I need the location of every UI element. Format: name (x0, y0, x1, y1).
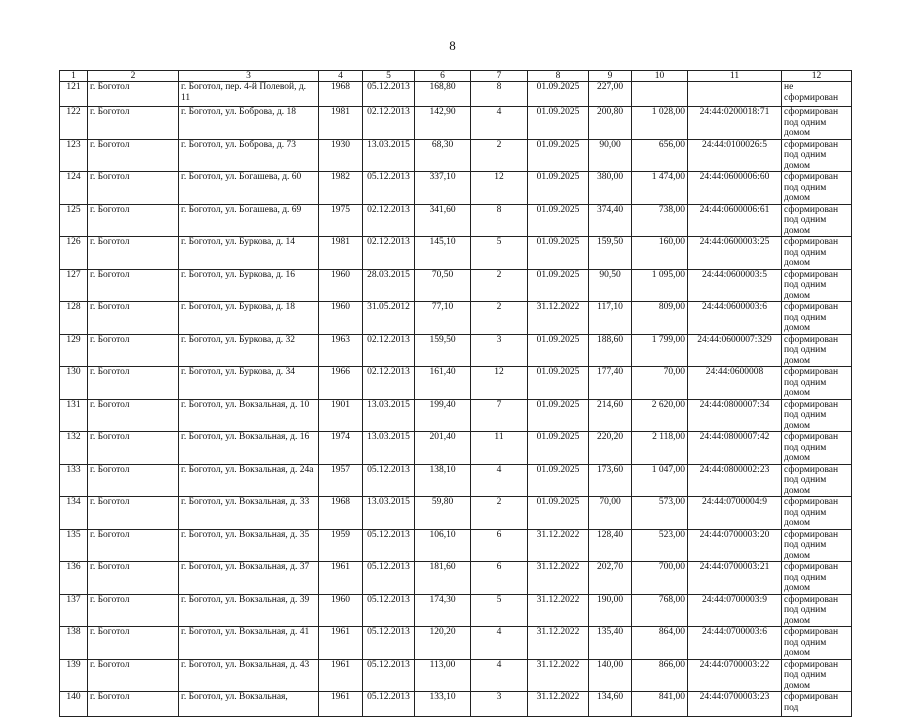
area-cell: 181,60 (415, 562, 471, 595)
date-cell: 02.12.2013 (363, 334, 415, 367)
settlement-cell: г. Боготол (88, 204, 179, 237)
table-row (60, 399, 852, 432)
page-number: 8 (449, 38, 456, 53)
land-status-cell: сформирован под одним домом (782, 334, 852, 367)
deadline-date-cell: 01.09.2025 (528, 432, 589, 465)
count-cell: 3 (471, 334, 528, 367)
area-cell: 142,90 (415, 107, 471, 140)
deadline-date-cell: 01.09.2025 (528, 82, 589, 107)
cadastral-number-cell (688, 82, 782, 107)
settlement-cell: г. Боготол (88, 529, 179, 562)
address-cell: г. Боготол, ул. Буркова, д. 18 (179, 302, 319, 335)
count-cell: 12 (471, 172, 528, 205)
year-built-cell: 1981 (319, 107, 363, 140)
year-built-cell: 1957 (319, 464, 363, 497)
count-cell: 7 (471, 399, 528, 432)
table-row (60, 497, 852, 530)
land-status-cell: сформирован под одним домом (782, 269, 852, 302)
settlement-cell: г. Боготол (88, 139, 179, 172)
count-cell: 4 (471, 464, 528, 497)
date-cell: 31.05.2012 (363, 302, 415, 335)
table-row (60, 562, 852, 595)
table-row (60, 302, 852, 335)
table-row (60, 172, 852, 205)
land-area-cell: 1 028,00 (632, 107, 688, 140)
address-cell: г. Боготол, ул. Буркова, д. 14 (179, 237, 319, 270)
count-cell: 4 (471, 659, 528, 692)
year-built-cell: 1966 (319, 367, 363, 400)
count-cell: 8 (471, 82, 528, 107)
settlement-cell: г. Боготол (88, 659, 179, 692)
date-cell: 05.12.2013 (363, 82, 415, 107)
land-status-cell: сформирован под одним домом (782, 237, 852, 270)
area-cell: 113,00 (415, 659, 471, 692)
year-built-cell: 1974 (319, 432, 363, 465)
column-header: 10 (632, 71, 688, 82)
address-cell: г. Боготол, ул. Вокзальная, д. 37 (179, 562, 319, 595)
address-cell: г. Боготол, ул. Вокзальная, д. 10 (179, 399, 319, 432)
deadline-date-cell: 31.12.2022 (528, 302, 589, 335)
date-cell: 05.12.2013 (363, 594, 415, 627)
area-total-cell: 117,10 (589, 302, 632, 335)
area-total-cell: 374,40 (589, 204, 632, 237)
count-cell: 6 (471, 529, 528, 562)
cadastral-number-cell: 24:44:0700003:22 (688, 659, 782, 692)
year-built-cell: 1961 (319, 562, 363, 595)
cadastral-number-cell: 24:44:0600006:61 (688, 204, 782, 237)
cadastral-number-cell: 24:44:0600003:25 (688, 237, 782, 270)
land-area-cell: 864,00 (632, 627, 688, 660)
land-area-cell: 573,00 (632, 497, 688, 530)
row-number-cell: 133 (60, 464, 88, 497)
count-cell: 2 (471, 302, 528, 335)
row-number-cell: 124 (60, 172, 88, 205)
address-cell: г. Боготол, ул. Богашева, д. 60 (179, 172, 319, 205)
year-built-cell: 1959 (319, 529, 363, 562)
settlement-cell: г. Боготол (88, 367, 179, 400)
land-status-cell: сформирован под одним домом (782, 627, 852, 660)
area-total-cell: 227,00 (589, 82, 632, 107)
land-status-cell: сформирован под одним домом (782, 399, 852, 432)
column-header: 4 (319, 71, 363, 82)
settlement-cell: г. Боготол (88, 464, 179, 497)
row-number-cell: 136 (60, 562, 88, 595)
cadastral-number-cell: 24:44:0600003:5 (688, 269, 782, 302)
year-built-cell: 1961 (319, 627, 363, 660)
cadastral-number-cell: 24:44:0700003:9 (688, 594, 782, 627)
date-cell: 05.12.2013 (363, 562, 415, 595)
count-cell: 8 (471, 204, 528, 237)
area-total-cell: 188,60 (589, 334, 632, 367)
table-row (60, 139, 852, 172)
address-cell: г. Боготол, ул. Вокзальная, д. 35 (179, 529, 319, 562)
settlement-cell: г. Боготол (88, 432, 179, 465)
count-cell: 4 (471, 627, 528, 660)
area-total-cell: 220,20 (589, 432, 632, 465)
area-total-cell: 90,50 (589, 269, 632, 302)
date-cell: 02.12.2013 (363, 204, 415, 237)
area-total-cell: 70,00 (589, 497, 632, 530)
deadline-date-cell: 31.12.2022 (528, 659, 589, 692)
year-built-cell: 1981 (319, 237, 363, 270)
land-status-cell: сформирован под одним домом (782, 594, 852, 627)
table-row (60, 107, 852, 140)
cadastral-number-cell: 24:44:0600006:60 (688, 172, 782, 205)
table-row (60, 237, 852, 270)
settlement-cell: г. Боготол (88, 497, 179, 530)
year-built-cell: 1961 (319, 659, 363, 692)
address-cell: г. Боготол, ул. Богашева, д. 69 (179, 204, 319, 237)
date-cell: 05.12.2013 (363, 464, 415, 497)
table-row (60, 204, 852, 237)
count-cell: 2 (471, 497, 528, 530)
land-status-cell: сформирован под одним домом (782, 107, 852, 140)
count-cell: 3 (471, 692, 528, 717)
address-cell: г. Боготол, ул. Вокзальная, д. 41 (179, 627, 319, 660)
land-status-cell: сформирован под одним домом (782, 497, 852, 530)
year-built-cell: 1901 (319, 399, 363, 432)
land-area-cell: 2 620,00 (632, 399, 688, 432)
deadline-date-cell: 01.09.2025 (528, 497, 589, 530)
land-area-cell: 841,00 (632, 692, 688, 717)
cadastral-number-cell: 24:44:0700003:20 (688, 529, 782, 562)
date-cell: 13.03.2015 (363, 497, 415, 530)
deadline-date-cell: 01.09.2025 (528, 139, 589, 172)
settlement-cell: г. Боготол (88, 562, 179, 595)
row-number-cell: 134 (60, 497, 88, 530)
date-cell: 05.12.2013 (363, 692, 415, 717)
area-total-cell: 159,50 (589, 237, 632, 270)
land-area-cell: 700,00 (632, 562, 688, 595)
table-row (60, 627, 852, 660)
year-built-cell: 1960 (319, 269, 363, 302)
count-cell: 12 (471, 367, 528, 400)
housing-register-table (59, 70, 852, 717)
settlement-cell: г. Боготол (88, 594, 179, 627)
address-cell: г. Боготол, ул. Вокзальная, (179, 692, 319, 717)
date-cell: 05.12.2013 (363, 627, 415, 660)
year-built-cell: 1982 (319, 172, 363, 205)
date-cell: 28.03.2015 (363, 269, 415, 302)
area-total-cell: 202,70 (589, 562, 632, 595)
cadastral-number-cell: 24:44:0600008 (688, 367, 782, 400)
deadline-date-cell: 01.09.2025 (528, 204, 589, 237)
date-cell: 13.03.2015 (363, 139, 415, 172)
row-number-cell: 128 (60, 302, 88, 335)
deadline-date-cell: 01.09.2025 (528, 334, 589, 367)
area-total-cell: 177,40 (589, 367, 632, 400)
cadastral-number-cell: 24:44:0600007:329 (688, 334, 782, 367)
area-cell: 145,10 (415, 237, 471, 270)
cadastral-number-cell: 24:44:0700003:6 (688, 627, 782, 660)
column-number-row (60, 71, 852, 82)
land-area-cell: 1 095,00 (632, 269, 688, 302)
cadastral-number-cell: 24:44:0600003:6 (688, 302, 782, 335)
year-built-cell: 1961 (319, 692, 363, 717)
row-number-cell: 130 (60, 367, 88, 400)
address-cell: г. Боготол, ул. Вокзальная, д. 24а (179, 464, 319, 497)
column-header: 5 (363, 71, 415, 82)
settlement-cell: г. Боготол (88, 399, 179, 432)
land-status-cell: сформирован под одним домом (782, 139, 852, 172)
land-status-cell: сформирован под одним домом (782, 432, 852, 465)
row-number-cell: 126 (60, 237, 88, 270)
address-cell: г. Боготол, пер. 4-й Полевой, д. 11 (179, 82, 319, 107)
column-header: 6 (415, 71, 471, 82)
area-cell: 77,10 (415, 302, 471, 335)
row-number-cell: 123 (60, 139, 88, 172)
area-cell: 120,20 (415, 627, 471, 660)
table-row (60, 269, 852, 302)
count-cell: 2 (471, 139, 528, 172)
row-number-cell: 127 (60, 269, 88, 302)
area-cell: 138,10 (415, 464, 471, 497)
land-status-cell: сформирован под одним домом (782, 464, 852, 497)
column-header: 7 (471, 71, 528, 82)
cadastral-number-cell: 24:44:0800007:42 (688, 432, 782, 465)
area-total-cell: 140,00 (589, 659, 632, 692)
land-area-cell: 2 118,00 (632, 432, 688, 465)
date-cell: 13.03.2015 (363, 399, 415, 432)
address-cell: г. Боготол, ул. Вокзальная, д. 43 (179, 659, 319, 692)
area-cell: 199,40 (415, 399, 471, 432)
settlement-cell: г. Боготол (88, 692, 179, 717)
count-cell: 5 (471, 594, 528, 627)
land-status-cell: сформирован под одним домом (782, 529, 852, 562)
count-cell: 4 (471, 107, 528, 140)
settlement-cell: г. Боготол (88, 334, 179, 367)
row-number-cell: 131 (60, 399, 88, 432)
land-area-cell: 160,00 (632, 237, 688, 270)
date-cell: 05.12.2013 (363, 529, 415, 562)
land-status-cell: сформирован под одним домом (782, 562, 852, 595)
area-cell: 341,60 (415, 204, 471, 237)
row-number-cell: 139 (60, 659, 88, 692)
deadline-date-cell: 01.09.2025 (528, 399, 589, 432)
cadastral-number-cell: 24:44:0200018:71 (688, 107, 782, 140)
row-number-cell: 138 (60, 627, 88, 660)
address-cell: г. Боготол, ул. Боброва, д. 18 (179, 107, 319, 140)
land-status-cell: сформирован под одним домом (782, 172, 852, 205)
area-total-cell: 200,80 (589, 107, 632, 140)
cadastral-number-cell: 24:44:0700004:9 (688, 497, 782, 530)
land-area-cell: 70,00 (632, 367, 688, 400)
table-row (60, 334, 852, 367)
area-cell: 59,80 (415, 497, 471, 530)
address-cell: г. Боготол, ул. Вокзальная, д. 33 (179, 497, 319, 530)
deadline-date-cell: 01.09.2025 (528, 464, 589, 497)
land-status-cell: сформирован под одним домом (782, 302, 852, 335)
year-built-cell: 1968 (319, 82, 363, 107)
area-total-cell: 380,00 (589, 172, 632, 205)
deadline-date-cell: 31.12.2022 (528, 692, 589, 717)
cadastral-number-cell: 24:44:0100026:5 (688, 139, 782, 172)
settlement-cell: г. Боготол (88, 302, 179, 335)
table-row (60, 432, 852, 465)
land-area-cell (632, 82, 688, 107)
table-row (60, 82, 852, 107)
area-cell: 168,80 (415, 82, 471, 107)
table-row (60, 367, 852, 400)
column-header: 12 (782, 71, 852, 82)
year-built-cell: 1960 (319, 302, 363, 335)
settlement-cell: г. Боготол (88, 269, 179, 302)
land-area-cell: 1 799,00 (632, 334, 688, 367)
area-cell: 70,50 (415, 269, 471, 302)
deadline-date-cell: 31.12.2022 (528, 627, 589, 660)
deadline-date-cell: 31.12.2022 (528, 562, 589, 595)
table-row (60, 659, 852, 692)
deadline-date-cell: 01.09.2025 (528, 269, 589, 302)
settlement-cell: г. Боготол (88, 82, 179, 107)
row-number-cell: 140 (60, 692, 88, 717)
cadastral-number-cell: 24:44:0800007:34 (688, 399, 782, 432)
row-number-cell: 135 (60, 529, 88, 562)
land-status-cell: сформирован под одним домом (782, 367, 852, 400)
year-built-cell: 1968 (319, 497, 363, 530)
area-total-cell: 134,60 (589, 692, 632, 717)
year-built-cell: 1975 (319, 204, 363, 237)
date-cell: 02.12.2013 (363, 237, 415, 270)
year-built-cell: 1960 (319, 594, 363, 627)
count-cell: 11 (471, 432, 528, 465)
area-total-cell: 173,60 (589, 464, 632, 497)
cadastral-number-cell: 24:44:0700003:21 (688, 562, 782, 595)
area-cell: 68,30 (415, 139, 471, 172)
count-cell: 2 (471, 269, 528, 302)
land-area-cell: 809,00 (632, 302, 688, 335)
area-cell: 161,40 (415, 367, 471, 400)
area-cell: 159,50 (415, 334, 471, 367)
settlement-cell: г. Боготол (88, 172, 179, 205)
area-total-cell: 135,40 (589, 627, 632, 660)
year-built-cell: 1930 (319, 139, 363, 172)
land-area-cell: 768,00 (632, 594, 688, 627)
land-status-cell: сформирован под одним домом (782, 659, 852, 692)
land-area-cell: 656,00 (632, 139, 688, 172)
address-cell: г. Боготол, ул. Вокзальная, д. 39 (179, 594, 319, 627)
deadline-date-cell: 01.09.2025 (528, 367, 589, 400)
date-cell: 05.12.2013 (363, 172, 415, 205)
deadline-date-cell: 01.09.2025 (528, 107, 589, 140)
land-area-cell: 1 047,00 (632, 464, 688, 497)
land-status-cell: сформирован под (782, 692, 852, 717)
settlement-cell: г. Боготол (88, 107, 179, 140)
column-header: 11 (688, 71, 782, 82)
count-cell: 6 (471, 562, 528, 595)
date-cell: 05.12.2013 (363, 659, 415, 692)
land-area-cell: 866,00 (632, 659, 688, 692)
deadline-date-cell: 01.09.2025 (528, 172, 589, 205)
deadline-date-cell: 31.12.2022 (528, 594, 589, 627)
deadline-date-cell: 31.12.2022 (528, 529, 589, 562)
land-area-cell: 523,00 (632, 529, 688, 562)
settlement-cell: г. Боготол (88, 237, 179, 270)
settlement-cell: г. Боготол (88, 627, 179, 660)
column-header: 3 (179, 71, 319, 82)
cadastral-number-cell: 24:44:0800002:23 (688, 464, 782, 497)
land-area-cell: 738,00 (632, 204, 688, 237)
deadline-date-cell: 01.09.2025 (528, 237, 589, 270)
table-row (60, 692, 852, 717)
address-cell: г. Боготол, ул. Вокзальная, д. 16 (179, 432, 319, 465)
table-row (60, 594, 852, 627)
area-total-cell: 214,60 (589, 399, 632, 432)
area-cell: 174,30 (415, 594, 471, 627)
date-cell: 02.12.2013 (363, 367, 415, 400)
area-total-cell: 128,40 (589, 529, 632, 562)
address-cell: г. Боготол, ул. Буркова, д. 32 (179, 334, 319, 367)
area-total-cell: 190,00 (589, 594, 632, 627)
table-row (60, 464, 852, 497)
address-cell: г. Боготол, ул. Буркова, д. 34 (179, 367, 319, 400)
address-cell: г. Боготол, ул. Боброва, д. 73 (179, 139, 319, 172)
table-row (60, 529, 852, 562)
date-cell: 13.03.2015 (363, 432, 415, 465)
area-cell: 133,10 (415, 692, 471, 717)
column-header: 9 (589, 71, 632, 82)
year-built-cell: 1963 (319, 334, 363, 367)
column-header: 2 (88, 71, 179, 82)
column-header: 1 (60, 71, 88, 82)
address-cell: г. Боготол, ул. Буркова, д. 16 (179, 269, 319, 302)
row-number-cell: 132 (60, 432, 88, 465)
count-cell: 5 (471, 237, 528, 270)
column-header: 8 (528, 71, 589, 82)
land-status-cell: сформирован под одним домом (782, 204, 852, 237)
area-total-cell: 90,00 (589, 139, 632, 172)
row-number-cell: 122 (60, 107, 88, 140)
land-area-cell: 1 474,00 (632, 172, 688, 205)
row-number-cell: 125 (60, 204, 88, 237)
area-cell: 201,40 (415, 432, 471, 465)
area-cell: 106,10 (415, 529, 471, 562)
row-number-cell: 137 (60, 594, 88, 627)
row-number-cell: 121 (60, 82, 88, 107)
land-status-cell: не сформирован (782, 82, 852, 107)
area-cell: 337,10 (415, 172, 471, 205)
cadastral-number-cell: 24:44:0700003:23 (688, 692, 782, 717)
row-number-cell: 129 (60, 334, 88, 367)
date-cell: 02.12.2013 (363, 107, 415, 140)
